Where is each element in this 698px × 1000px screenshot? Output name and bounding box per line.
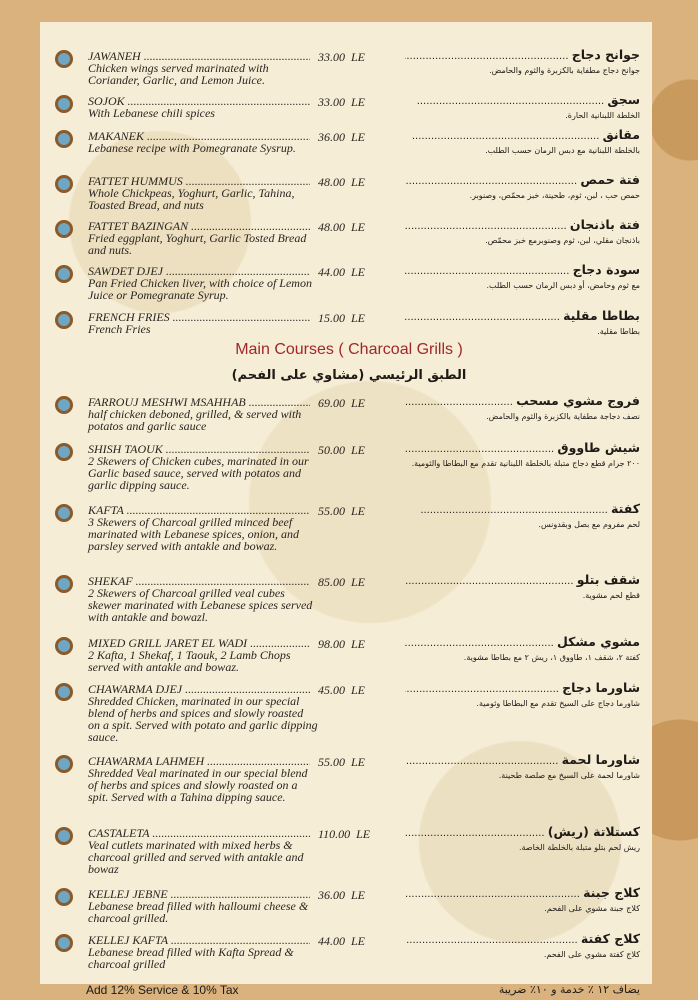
item-name-ar: كفتة ..... [405, 501, 640, 516]
currency: LE [351, 130, 366, 144]
item-description: Veal cutlets marinated with mixed herbs & charcoal grilled and served with antakle and bowaz [88, 838, 304, 876]
item-description-ar: نصف دجاجة مطفاية بالكزبرة والثوم والحامض. [486, 412, 640, 421]
item-price [318, 130, 365, 145]
item-name: KELLEJ KAFTA ..... [88, 934, 310, 946]
currency: LE [351, 396, 366, 410]
item-description-ar: مع ثوم وحامض، أو دبس الرمان حسب الطلب. [486, 281, 640, 290]
item-name-ar: مقانق ..... [405, 127, 640, 142]
item-description: Shredded Veal marinated in our special blend of herbs and spices and slowly roasted on a spit. Served with a Tahina dipping sauce. [88, 766, 308, 804]
currency: LE [356, 827, 371, 841]
item-price [318, 311, 365, 326]
price-value: 44.00 [318, 265, 345, 279]
item-ar [405, 217, 640, 247]
item-price [318, 95, 365, 110]
price-value: 55.00 [318, 504, 345, 518]
item-price [318, 755, 365, 770]
medallion-icon [55, 95, 73, 113]
item-name-ar: سودة دجاج ..... [405, 262, 640, 277]
currency: LE [351, 95, 366, 109]
item-ar [405, 127, 640, 157]
price-value: 98.00 [318, 637, 345, 651]
price-value: 33.00 [318, 50, 345, 64]
item-description-ar: بطاطا مقلية. [597, 327, 640, 336]
item-name-ar: شيش طاووق ..... [405, 440, 640, 455]
item-en [88, 443, 318, 491]
item-name: MAKANEK ..... [88, 130, 310, 142]
item-description: Shredded Chicken, marinated in our special blend of herbs and spices and slowly roasted on a spit. Served with potato and garlic dipping sauce. [88, 694, 318, 744]
price-value: 48.00 [318, 220, 345, 234]
item-en [88, 934, 318, 970]
item-name: KAFTA ..... [88, 504, 310, 516]
item-description: Pan Fried Chicken liver, with choice of Lemon Juice or Pomegranate Syrup. [88, 276, 312, 302]
item-ar [405, 752, 640, 782]
item-name-ar: بطاطا مقلية ..... [405, 308, 640, 323]
item-description: 2 Skewers of Charcoal grilled veal cubes skewer marinated with Lebanese spices served with antakle and bowazl. [88, 586, 313, 624]
item-ar [405, 634, 640, 664]
medallion-icon [55, 175, 73, 193]
item-description: With Lebanese chili spices [88, 106, 215, 120]
item-ar [405, 680, 640, 710]
item-name: FRENCH FRIES ..... [88, 311, 310, 323]
medallion-icon [55, 888, 73, 906]
item-price [318, 443, 365, 458]
medallion-icon [55, 443, 73, 461]
price-value: 45.00 [318, 683, 345, 697]
price-value: 36.00 [318, 130, 345, 144]
currency: LE [351, 265, 366, 279]
item-en [88, 50, 318, 86]
item-ar [405, 572, 640, 602]
medallion-icon [55, 637, 73, 655]
item-ar [405, 262, 640, 292]
medallion-icon [55, 683, 73, 701]
item-name: FATTET BAZINGAN ..... [88, 220, 310, 232]
item-name: CHAWARMA LAHMEH ..... [88, 755, 310, 767]
item-name-ar: فروج مشوي مسحب ..... [405, 393, 640, 408]
medallion-icon [55, 755, 73, 773]
item-description-ar: شاورما لحمة على السيخ مع صلصة طحينة. [498, 771, 640, 780]
item-description: half chicken deboned, grilled, & served with potatos and garlic sauce [88, 407, 302, 433]
currency: LE [351, 934, 366, 948]
currency: LE [351, 637, 366, 651]
item-description: Lebanese bread filled with Kafta Spread & charcoal grilled [88, 945, 294, 971]
item-description: Fried eggplant, Yoghurt, Garlic Tosted Bread and nuts. [88, 231, 307, 257]
item-ar [405, 885, 640, 915]
medallion-icon [55, 934, 73, 952]
item-price [318, 637, 365, 652]
item-description-ar: الخلطة اللبنانية الحارة. [565, 111, 640, 120]
currency: LE [351, 311, 366, 325]
item-price [318, 265, 365, 280]
section-title-en: Main Courses ( Charcoal Grills ) [235, 341, 463, 358]
medallion-icon [55, 50, 73, 68]
item-description: 2 Kafta, 1 Shekaf, 1 Taouk, 2 Lamb Chops served with antakle and bowaz. [88, 648, 291, 674]
item-name: MIXED GRILL JARET EL WADI ..... [88, 637, 310, 649]
item-en [88, 130, 318, 154]
item-name-ar: شاورما لحمة ..... [405, 752, 640, 767]
item-en [88, 95, 318, 119]
item-price [318, 934, 365, 949]
medallion-icon [55, 575, 73, 593]
item-name-ar: شقف بتلو ..... [405, 572, 640, 587]
price-value: 15.00 [318, 311, 345, 325]
item-description: Lebanese bread filled with halloumi cheese & charcoal grilled. [88, 899, 309, 925]
item-name: CHAWARMA DJEJ ..... [88, 683, 310, 695]
item-name-ar: فتة باذنجان ..... [405, 217, 640, 232]
medallion-icon [55, 130, 73, 148]
item-en [88, 575, 318, 623]
item-en [88, 888, 318, 924]
item-price [318, 575, 365, 590]
price-value: 69.00 [318, 396, 345, 410]
currency: LE [351, 50, 366, 64]
item-price [318, 888, 365, 903]
item-description-ar: كلاج جبنة مشوي على الفحم. [544, 904, 640, 913]
item-price [318, 504, 365, 519]
section-title-ar: الطبق الرئيسي (مشاوي على الفحم) [231, 368, 467, 383]
item-description-ar: باذنجان مقلي، لبن، ثوم وصنوبرمع خبز محمّص. [485, 236, 640, 245]
item-name: KELLEJ JEBNE ..... [88, 888, 310, 900]
item-ar [405, 440, 640, 470]
item-en [88, 396, 318, 432]
item-en [88, 311, 318, 335]
item-description-ar: شاورما دجاج على السيخ تقدم مع البطاطا وثومية. [476, 699, 640, 708]
item-name: CASTALETA ..... [88, 827, 310, 839]
item-name-ar: مشوي مشكل ..... [405, 634, 640, 649]
item-en [88, 220, 318, 256]
item-ar [405, 501, 640, 531]
medallion-icon [55, 220, 73, 238]
service-tax-note-en: Add 12% Service & 10% Tax [86, 983, 239, 997]
currency: LE [351, 888, 366, 902]
item-en [88, 265, 318, 301]
item-name: SAWDET DJEJ ..... [88, 265, 310, 277]
currency: LE [351, 175, 366, 189]
price-value: 50.00 [318, 443, 345, 457]
medallion-icon [55, 265, 73, 283]
item-description-ar: جوانح دجاج مطفاية بالكزبرة والثوم والحامض. [489, 66, 640, 75]
item-description-ar: كفتة ٢، شقف ١، طاووق ١، ريش ٢ مع بطاطا مشوية. [463, 653, 640, 662]
price-value: 48.00 [318, 175, 345, 189]
item-description-ar: حمص حب ، لبن، ثوم، طحينة، خبز محمّص، وصنوبر. [469, 191, 640, 200]
price-value: 55.00 [318, 755, 345, 769]
currency: LE [351, 504, 366, 518]
item-name: SHISH TAOUK ..... [88, 443, 310, 455]
item-price [318, 220, 365, 235]
item-ar [405, 47, 640, 77]
item-description: Lebanese recipe with Pomegranate Sysrup. [88, 141, 296, 155]
item-description-ar: ٢٠٠ جرام قطع دجاج متبلة بالخلطة اللبنانية تقدم مع البطاطا والثومية. [411, 459, 640, 468]
item-en [88, 504, 318, 552]
item-description-ar: لحم مفروم مع بصل وبقدونس. [538, 520, 640, 529]
item-name: SHEKAF ..... [88, 575, 310, 587]
price-value: 33.00 [318, 95, 345, 109]
currency: LE [351, 683, 366, 697]
item-en [88, 683, 318, 743]
item-en [88, 637, 318, 673]
medallion-icon [55, 396, 73, 414]
item-en [88, 827, 318, 875]
currency: LE [351, 575, 366, 589]
price-value: 44.00 [318, 934, 345, 948]
item-description: 3 Skewers of Charcoal grilled minced beef marinated with Lebanese spices, onion, and parsley served with antakle and bowaz. [88, 515, 299, 553]
medallion-icon [55, 827, 73, 845]
item-description-ar: ريش لحم بتلو متبلة بالخلطة الخاصة. [518, 843, 640, 852]
item-en [88, 175, 318, 211]
item-name: JAWANEH ..... [88, 50, 310, 62]
currency: LE [351, 755, 366, 769]
item-description-ar: كلاج كفتة مشوي على الفحم. [543, 950, 640, 959]
item-price [318, 50, 365, 65]
medallion-icon [55, 504, 73, 522]
item-description: Chicken wings served marinated with Coriander, Garlic, and Lemon Juice. [88, 61, 269, 87]
item-ar [405, 824, 640, 854]
item-name-ar: فتة حمص ..... [405, 172, 640, 187]
medallion-icon [55, 311, 73, 329]
currency: LE [351, 443, 366, 457]
item-name: FARROUJ MESHWI MSAHHAB ..... [88, 396, 310, 408]
item-name-ar: شاورما دجاج ..... [405, 680, 640, 695]
item-description: 2 Skewers of Chicken cubes, marinated in our Garlic based sauce, served with potatos and garlic dipping sauce. [88, 454, 309, 492]
service-tax-note-ar: يضاف ١٢ ٪ خدمة و ١٠٪ ضريبة [498, 983, 640, 996]
currency: LE [351, 220, 366, 234]
item-name-ar: جوانح دجاج ..... [405, 47, 640, 62]
item-ar [405, 931, 640, 961]
item-price [318, 827, 370, 842]
price-value: 110.00 [318, 827, 351, 841]
item-ar [405, 92, 640, 122]
item-description: Whole Chickpeas, Yoghurt, Garlic, Tahina, Toasted Bread, and nuts [88, 186, 295, 212]
item-price [318, 175, 365, 190]
price-value: 85.00 [318, 575, 345, 589]
item-name-ar: سجق ..... [405, 92, 640, 107]
item-description: French Fries [88, 322, 151, 336]
item-name-ar: كستلاتة (ريش) ..... [405, 824, 640, 839]
item-en [88, 755, 318, 803]
item-name-ar: كلاج كفتة ..... [405, 931, 640, 946]
item-name: FATTET HUMMUS ..... [88, 175, 310, 187]
item-description-ar: بالخلطة اللبنانية مع دبس الرمان حسب الطلب. [485, 146, 640, 155]
item-price [318, 683, 365, 698]
item-ar [405, 308, 640, 338]
item-ar [405, 172, 640, 202]
item-ar [405, 393, 640, 423]
item-description-ar: قطع لحم مشوية. [582, 591, 640, 600]
item-name: SOJOK ..... [88, 95, 310, 107]
item-price [318, 396, 365, 411]
item-name-ar: كلاج جبنة ..... [405, 885, 640, 900]
price-value: 36.00 [318, 888, 345, 902]
